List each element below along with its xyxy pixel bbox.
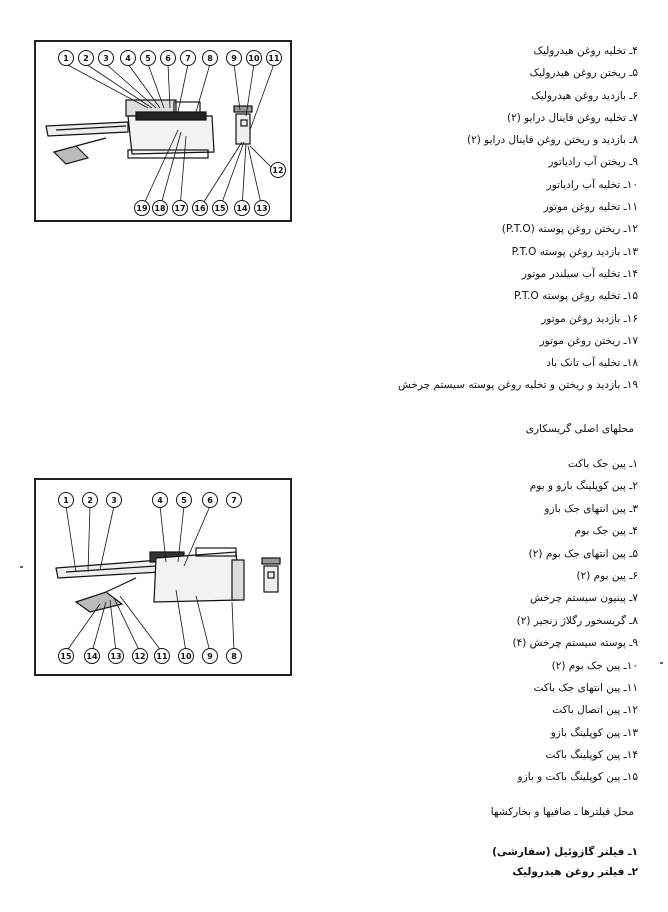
list-item: ۱۲ـ پین اتصال باکت bbox=[552, 704, 638, 717]
list-item: ۱ـ فیلتر گازوئیل (سفارشی) bbox=[492, 846, 638, 858]
svg-text:11: 11 bbox=[156, 652, 168, 661]
callout-16 bbox=[193, 201, 208, 216]
grease-section-heading: محلهای اصلی گریسکاری bbox=[525, 423, 634, 435]
callout-3 bbox=[107, 493, 122, 508]
list-item: ۱۵ـ پین کوپلینگ باکت و بازو bbox=[517, 771, 638, 784]
callout-7 bbox=[227, 493, 242, 508]
callout-8 bbox=[203, 51, 218, 66]
callout-7 bbox=[181, 51, 196, 66]
callout-9 bbox=[203, 649, 218, 664]
callout-6 bbox=[161, 51, 176, 66]
list-item: ۱۷ـ ریختن روغن موتور bbox=[539, 334, 638, 347]
svg-text:3: 3 bbox=[103, 54, 109, 63]
callouts-bottom bbox=[135, 163, 286, 216]
callout-1 bbox=[59, 493, 74, 508]
list-item: ۱۸ـ تخلیه آب تانک باد bbox=[546, 357, 638, 370]
list-item: ۱۱ـ پین انتهای جک باکت bbox=[533, 681, 638, 694]
callout-10 bbox=[179, 649, 194, 664]
svg-text:11: 11 bbox=[268, 54, 280, 63]
svg-text:1: 1 bbox=[63, 496, 69, 505]
list-item: ۹ـ پوسته سیستم چرخش (۴) bbox=[512, 637, 638, 650]
svg-text:8: 8 bbox=[207, 54, 213, 63]
svg-text:13: 13 bbox=[110, 652, 122, 661]
list-item: ۲ـ فیلتر روغن هیدرولیک bbox=[512, 866, 638, 878]
list-item: ۸ـ گریسخور رگلاژ زنجیر (۲) bbox=[516, 614, 638, 627]
svg-text:9: 9 bbox=[231, 54, 237, 63]
callout-13 bbox=[255, 201, 270, 216]
callout-18 bbox=[153, 201, 168, 216]
list-item: ۱۶ـ بازدید روغن موتور bbox=[541, 312, 638, 325]
callout-19 bbox=[135, 201, 150, 216]
list-item: ۱۰ـ پین جک بوم (۲) bbox=[551, 659, 638, 672]
svg-text:18: 18 bbox=[154, 204, 166, 213]
print-speck bbox=[660, 662, 663, 664]
svg-text:13: 13 bbox=[256, 204, 268, 213]
list-item: ۸ـ بازدید و ریختن روغن فاینال درایو (۲) bbox=[466, 134, 638, 147]
service-points-list bbox=[398, 40, 638, 397]
callout-3 bbox=[99, 51, 114, 66]
excavator-side-view-drawing bbox=[36, 42, 290, 220]
svg-text:14: 14 bbox=[86, 652, 98, 661]
svg-text:12: 12 bbox=[134, 652, 146, 661]
svg-text:6: 6 bbox=[207, 496, 213, 505]
callouts-top bbox=[59, 493, 242, 508]
callout-2 bbox=[79, 51, 94, 66]
svg-text:15: 15 bbox=[214, 204, 226, 213]
list-item: ۴ـ پین جک بوم bbox=[574, 525, 638, 538]
callout-9 bbox=[227, 51, 242, 66]
print-speck bbox=[20, 566, 23, 568]
list-item: ۱۰ـ تخلیه آب رادیاتور bbox=[546, 178, 638, 191]
callout-1 bbox=[59, 51, 74, 66]
list-item: ۷ـ پینیون سیستم چرخش bbox=[530, 592, 638, 605]
svg-text:8: 8 bbox=[231, 652, 237, 661]
callout-10 bbox=[247, 51, 262, 66]
excavator-grease-drawing bbox=[36, 480, 290, 674]
list-item: ۱ـ پین جک باکت bbox=[567, 458, 638, 470]
list-item: ۱۱ـ تخلیه روغن موتور bbox=[543, 201, 638, 214]
list-item: ۱۹ـ بازدید و ریختن و تخلیه روغن پوسته سیستم چرخش bbox=[398, 379, 638, 392]
callout-14 bbox=[235, 201, 250, 216]
list-item: ۷ـ تخلیه روغن فاینال درایو (۲) bbox=[507, 111, 638, 124]
list-item: ۵ـ ریختن روغن هیدرولیک bbox=[529, 67, 638, 80]
callout-5 bbox=[177, 493, 192, 508]
callout-14 bbox=[85, 649, 100, 664]
svg-text:2: 2 bbox=[87, 496, 93, 505]
svg-text:5: 5 bbox=[145, 54, 151, 63]
callout-8 bbox=[227, 649, 242, 664]
svg-text:5: 5 bbox=[181, 496, 187, 505]
svg-text:3: 3 bbox=[111, 496, 117, 505]
callout-13 bbox=[109, 649, 124, 664]
callout-4 bbox=[153, 493, 168, 508]
callout-15 bbox=[59, 649, 74, 664]
grease-points-figure bbox=[34, 478, 292, 676]
svg-text:1: 1 bbox=[63, 54, 69, 63]
callout-17 bbox=[173, 201, 188, 216]
callout-6 bbox=[203, 493, 218, 508]
svg-text:14: 14 bbox=[236, 204, 248, 213]
list-item: ۱۴ـ پین کوپلینگ باکت bbox=[545, 749, 638, 762]
list-item: ۲ـ پین کوپلینگ بازو و بوم bbox=[529, 480, 638, 493]
list-item: ۱۳ـ پین کوپلینگ بازو bbox=[550, 726, 638, 739]
svg-text:7: 7 bbox=[185, 54, 191, 63]
list-item: ۱۳ـ بازدید روغن پوسته P.T.O bbox=[511, 245, 638, 258]
svg-text:10: 10 bbox=[180, 652, 192, 661]
list-item: ۶ـ پین بوم (۲) bbox=[576, 569, 638, 582]
callout-12 bbox=[133, 649, 148, 664]
list-item: ۵ـ پین انتهای جک بوم (۲) bbox=[528, 547, 638, 560]
svg-text:4: 4 bbox=[125, 54, 131, 63]
svg-text:12: 12 bbox=[272, 166, 284, 175]
callout-4 bbox=[121, 51, 136, 66]
callout-11 bbox=[155, 649, 170, 664]
grease-points-list bbox=[512, 453, 638, 789]
svg-text:2: 2 bbox=[83, 54, 89, 63]
list-item: ۱۲ـ ریختن روغن پوسته (P.T.O) bbox=[501, 223, 638, 236]
svg-text:6: 6 bbox=[165, 54, 171, 63]
svg-text:19: 19 bbox=[136, 204, 148, 213]
callout-2 bbox=[83, 493, 98, 508]
svg-text:15: 15 bbox=[60, 652, 72, 661]
callout-12 bbox=[271, 163, 286, 178]
callout-11 bbox=[267, 51, 282, 66]
list-item: ۳ـ پین انتهای جک بازو bbox=[544, 502, 638, 515]
callout-15 bbox=[213, 201, 228, 216]
callouts-top bbox=[59, 51, 282, 66]
service-points-figure bbox=[34, 40, 292, 222]
callouts-bottom bbox=[59, 649, 242, 664]
excavator-body bbox=[46, 100, 252, 164]
filter-points-list bbox=[492, 842, 638, 882]
list-item: ۶ـ بازدید روغن هیدرولیک bbox=[531, 89, 638, 102]
svg-text:4: 4 bbox=[157, 496, 163, 505]
list-item: ۴ـ تخلیه روغن هیدرولیک bbox=[533, 45, 638, 57]
svg-text:10: 10 bbox=[248, 54, 260, 63]
svg-text:16: 16 bbox=[194, 204, 206, 213]
excavator-body bbox=[56, 548, 280, 612]
list-item: ۱۵ـ تخلیه روغن پوسته P.T.O bbox=[513, 290, 638, 303]
svg-text:9: 9 bbox=[207, 652, 213, 661]
svg-text:17: 17 bbox=[174, 204, 186, 213]
list-item: ۱۴ـ تخلیه آب سیلندر موتور bbox=[521, 267, 638, 280]
list-item: ۹ـ ریختن آب رادیاتور bbox=[548, 156, 638, 169]
filters-section-heading: محل فیلترها ـ صافیها و بخارکشها bbox=[490, 806, 634, 818]
svg-text:7: 7 bbox=[231, 496, 237, 505]
callout-5 bbox=[141, 51, 156, 66]
